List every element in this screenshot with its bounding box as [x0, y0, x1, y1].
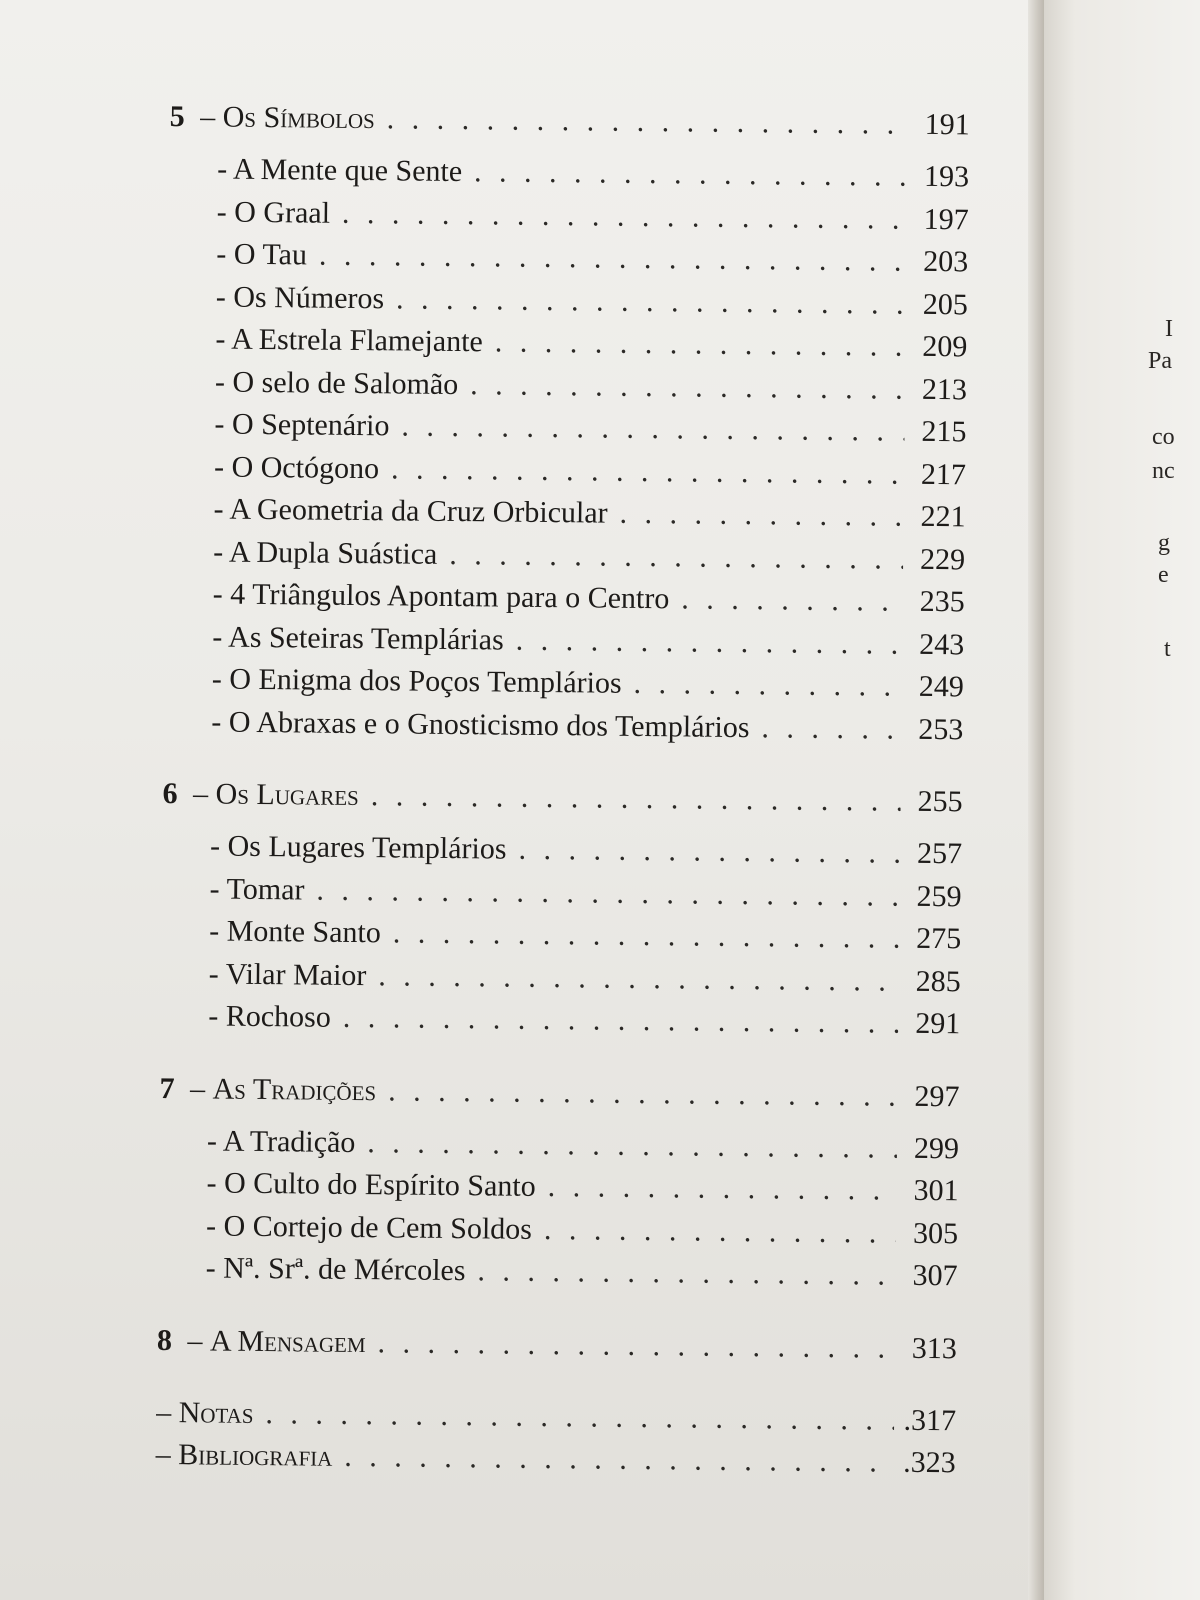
page-number: 249: [918, 669, 964, 704]
entry-title: - O Octógono: [213, 449, 380, 485]
toc-section-5: [163, 92, 970, 751]
page-number: 307: [912, 1258, 958, 1293]
chapter-number: 5: [169, 99, 185, 134]
chapter-number: 7: [159, 1071, 175, 1105]
chapter-dash: –: [185, 777, 216, 811]
entry-title: - 4 Triângulos Apontam para o Centro: [212, 577, 670, 616]
page-number: 203: [923, 244, 969, 279]
entry-title: - Monte Santo: [209, 914, 382, 950]
facing-page-fragment: Pa: [1148, 348, 1172, 374]
page-number: 205: [922, 287, 968, 321]
dot-leader: [393, 912, 900, 960]
dot-leader: [619, 493, 903, 538]
entry-title: - O Tau: [216, 237, 308, 272]
entry-title: - Vilar Maior: [208, 956, 367, 992]
dot-leader: [633, 663, 902, 708]
dot-leader: [316, 869, 900, 918]
page-number: 299: [913, 1131, 960, 1165]
entry-title: - Rochoso: [208, 999, 331, 1034]
dot-leader: [548, 1166, 897, 1212]
toc-entry: [163, 700, 963, 751]
dot-leader: [344, 1436, 894, 1484]
page-number: 301: [913, 1173, 959, 1208]
book-gutter: [1028, 0, 1044, 1600]
facing-page-fragment: co: [1152, 424, 1175, 450]
page-number: 291: [915, 1006, 961, 1041]
chapter-title: A Mensagem: [209, 1323, 366, 1359]
toc-back-matter: [156, 1391, 957, 1484]
dot-leader: [516, 619, 903, 666]
entry-title: - O Enigma dos Poços Templários: [211, 662, 622, 700]
toc-section-8: [157, 1315, 957, 1373]
dot-leader: [265, 1393, 894, 1442]
page-number: 297: [914, 1079, 960, 1113]
entry-title: - O Septenário: [214, 407, 390, 443]
chapter-heading: [162, 769, 962, 827]
dot-leader: [761, 707, 901, 751]
page-number: .317: [903, 1403, 957, 1437]
dot-leader: [470, 364, 905, 411]
chapter-number: 8: [156, 1323, 173, 1357]
entry-title: – Notas: [156, 1395, 254, 1430]
facing-page-fragment: e: [1158, 562, 1169, 588]
toc-section-7: [157, 1063, 959, 1297]
entry-title: - A Tradição: [206, 1123, 356, 1159]
dot-leader: [401, 405, 904, 453]
chapter-title: Os Lugares: [215, 777, 360, 813]
entry-title: - Nª. Srª. de Mércoles: [205, 1251, 466, 1288]
dot-leader: [449, 533, 903, 580]
dot-leader: [367, 1122, 897, 1170]
dot-leader: [477, 1250, 896, 1297]
page-number: 253: [918, 712, 964, 746]
dot-leader: [343, 997, 899, 1045]
page-number: 191: [924, 107, 970, 142]
facing-page-fragment: I: [1165, 316, 1173, 342]
entry-title: - O Abraxas e o Gnosticismo dos Templários: [211, 704, 750, 744]
dot-leader: [319, 235, 907, 284]
page-number: 215: [921, 414, 967, 449]
chapter-dash: –: [179, 1323, 211, 1357]
entry-title: - O Cortejo de Cem Soldos: [205, 1208, 533, 1246]
entry-title: - A Geometria da Cruz Orbicular: [213, 492, 608, 530]
dot-leader: [495, 321, 906, 368]
dot-leader: [681, 578, 903, 623]
dot-leader: [371, 771, 901, 827]
dot-leader: [342, 192, 907, 240]
toc-entry: [157, 1247, 957, 1298]
entry-title: - Tomar: [209, 871, 305, 906]
dot-leader: [518, 829, 900, 875]
facing-page-fragment: t: [1164, 636, 1171, 662]
facing-page: [1044, 0, 1200, 1600]
toc-entry: [160, 995, 960, 1046]
page-number: .323: [903, 1445, 956, 1480]
entry-title: - A Mente que Sente: [217, 152, 463, 189]
dot-leader: [391, 448, 904, 496]
chapter-heading: [159, 1063, 959, 1121]
entry-title: - O Graal: [216, 194, 331, 230]
entry-title: - O Culto do Espírito Santo: [206, 1166, 536, 1203]
chapter-dash: –: [192, 100, 223, 134]
page-number: 313: [911, 1331, 958, 1365]
entry-title: - A Dupla Suástica: [213, 534, 438, 571]
page-number: 243: [919, 627, 965, 661]
dot-leader: [377, 1318, 895, 1373]
page-number: 229: [919, 542, 966, 576]
entry-title: - Os Lugares Templários: [209, 829, 507, 866]
page-number: 235: [919, 584, 965, 619]
page-number: 285: [915, 964, 961, 998]
dot-leader: [474, 151, 907, 198]
entry-title: – Bibliografia: [155, 1437, 333, 1473]
entry-title: - A Estrela Flamejante: [215, 322, 483, 359]
page-number: 255: [917, 784, 963, 819]
page-number: 275: [916, 921, 962, 956]
entry-title: - Os Números: [215, 279, 385, 315]
toc-section-6: [160, 769, 963, 1046]
page-number: 209: [922, 329, 968, 364]
dot-leader: [544, 1208, 897, 1254]
chapter-heading: [157, 1315, 957, 1373]
chapter-dash: –: [182, 1071, 213, 1105]
dot-leader: [388, 1066, 898, 1121]
chapter-number: 6: [162, 776, 178, 811]
chapter-title: As Tradições: [212, 1072, 377, 1107]
chapter-heading: [169, 92, 969, 150]
page-number: 217: [920, 457, 967, 491]
facing-page-fragment: g: [1158, 530, 1170, 556]
page-number: 213: [921, 372, 968, 406]
page-number: 221: [920, 499, 966, 534]
facing-page-fragment: nc: [1152, 458, 1175, 484]
toc-entry-bibliography: [156, 1434, 956, 1485]
dot-leader: [378, 955, 899, 1003]
entry-title: - O selo de Salomão: [214, 364, 459, 401]
page-number: 257: [916, 836, 963, 871]
page-number: 197: [923, 202, 969, 236]
entry-title: - As Seteiras Templárias: [212, 619, 504, 657]
page-number: 305: [912, 1216, 959, 1250]
dot-leader: [387, 94, 908, 149]
page-number: 259: [916, 879, 962, 913]
chapter-title: Os Símbolos: [222, 100, 375, 136]
table-of-contents: [155, 92, 970, 1511]
dot-leader: [396, 278, 906, 326]
page-number: 193: [923, 159, 970, 194]
